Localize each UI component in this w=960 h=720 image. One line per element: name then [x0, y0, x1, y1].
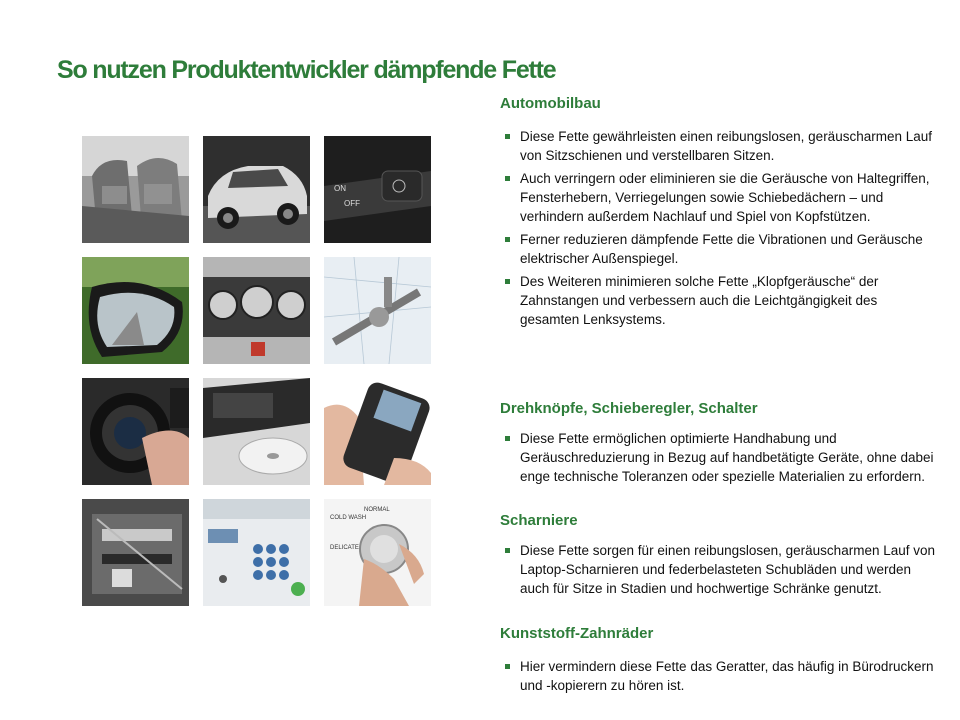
bullet-item: Auch verringern oder eliminieren sie die Geräusche von Haltegriffen, Fensterhebern, Verriegelungen sowie Schiebedächern – und verhindern außerdem Nachlauf und Spiel von Kopfstützen. — [500, 169, 940, 226]
section-kunststoff-zahnraeder — [500, 624, 940, 699]
bullet-item: Diese Fette gewährleisten einen reibungslosen, geräuscharmen Lauf von Sitzschienen und verstellbaren Sitzen. — [500, 127, 940, 165]
printer-mechanism-photo — [82, 499, 189, 606]
section-heading: Scharniere — [500, 512, 578, 529]
delicate-label: DELICATE — [330, 545, 359, 551]
section-automobilbau — [500, 94, 940, 333]
copier-control-panel-photo — [203, 499, 310, 606]
section-heading: Automobilbau — [500, 95, 601, 112]
section-heading: Kunststoff-Zahnräder — [500, 625, 654, 642]
page-title: So nutzen Produktentwickler dämpfende Fette — [57, 56, 556, 84]
bullet-item: Diese Fette ermöglichen optimierte Handhabung und Geräuschreduzierung in Bezug auf handbetätigte Geräte, ohne dabei enge technische Toleranzen oder spezielle Materialien zu erfordern. — [500, 429, 940, 486]
camera-lens-photo — [82, 378, 189, 485]
bullet-item: Diese Fette sorgen für einen reibungslosen, geräuscharmen Lauf von Laptop-Scharnieren und federbelasteten Schubläden und werden auch für Sitze in Stadien und hochwertige Schränke genutzt. — [500, 541, 940, 598]
bullet-list — [500, 541, 940, 598]
light-switch-stalk-photo — [324, 136, 431, 243]
bullet-item: Hier vermindern diese Fette das Geratter, das häufig in Bürodruckern und -kopierern zu hören ist. — [500, 657, 940, 695]
section-heading: Drehknöpfe, Schieberegler, Schalter — [500, 400, 758, 417]
normal-label: NORMAL — [364, 507, 390, 513]
washing-machine-dial-photo — [324, 499, 431, 606]
bullet-item: Des Weiteren minimieren solche Fette „Klopfgeräusche“ der Zahnstangen und verbessern auch die Leichtgängigkeit des gesamten Lenksystems. — [500, 272, 940, 329]
side-mirror-photo — [82, 257, 189, 364]
bullet-item: Ferner reduzieren dämpfende Fette die Vibrationen und Geräusche elektrischer Außenspiegel. — [500, 230, 940, 268]
photo-grid — [82, 136, 431, 606]
off-label: OFF — [344, 199, 360, 208]
laptop-cd-drive-photo — [203, 378, 310, 485]
cold-wash-label: COLD WASH — [330, 515, 367, 521]
bullet-list — [500, 657, 940, 695]
car-interior-seats-photo — [82, 136, 189, 243]
bullet-list — [500, 429, 940, 486]
section-scharniere — [500, 511, 940, 602]
bullet-list — [500, 127, 940, 329]
silver-car-photo — [203, 136, 310, 243]
dashboard-knobs-photo — [203, 257, 310, 364]
section-drehknoepfe — [500, 399, 940, 490]
on-label: ON — [334, 184, 346, 193]
steering-rack-drawing-photo — [324, 257, 431, 364]
mobile-phone-keypad-photo — [324, 378, 431, 485]
